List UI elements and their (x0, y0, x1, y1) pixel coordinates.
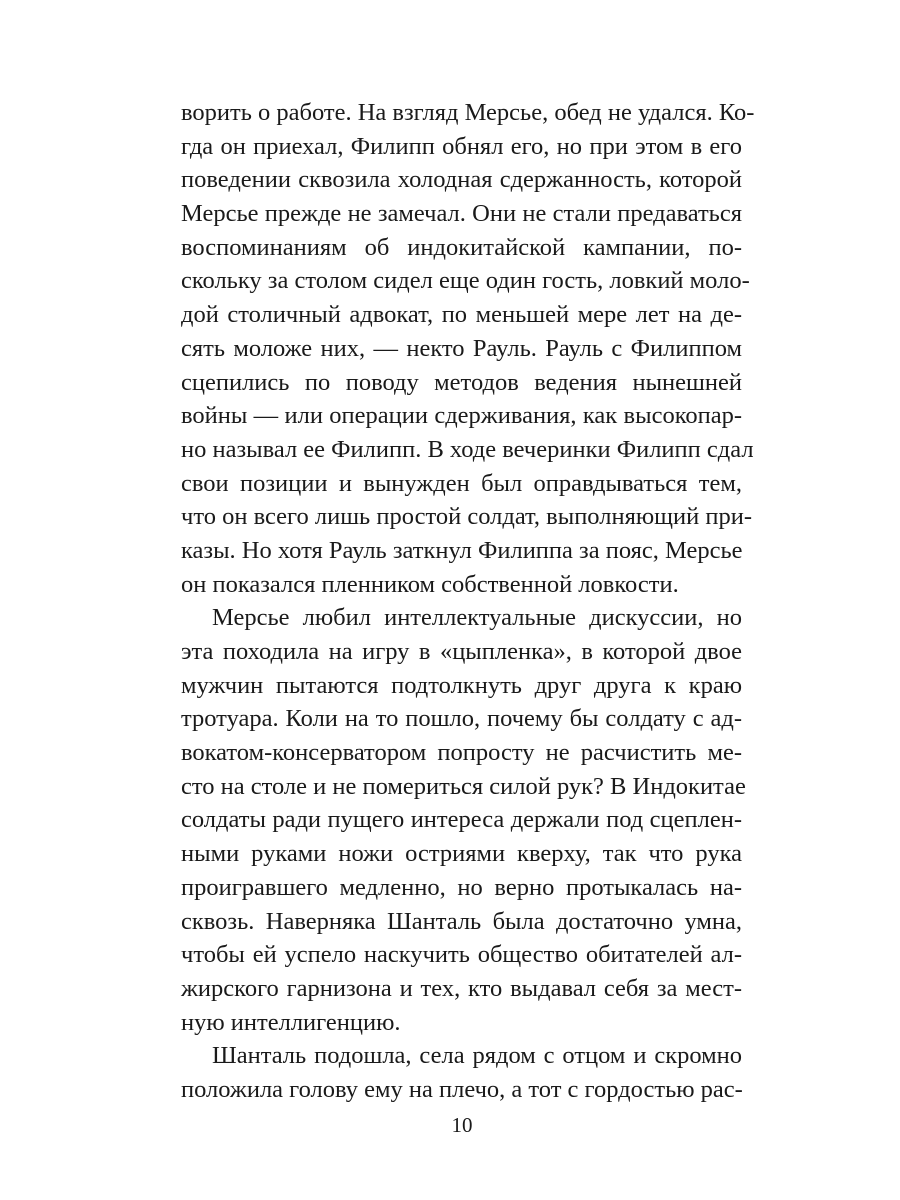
text-line: ными руками ножи остриями кверху, так что рука (181, 840, 742, 868)
text-line: солдаты ради пущего интереса держали под сцеплен- (181, 806, 742, 834)
text-line: положила голову ему на плечо, а тот с гордостью рас- (181, 1075, 743, 1103)
text-line: вокатом-консерватором попросту не расчистить ме- (181, 739, 742, 767)
text-line: Мерсье прежде не замечал. Они не стали предаваться (181, 200, 742, 228)
text-line: свои позиции и вынужден был оправдываться тем, (181, 469, 742, 497)
book-page-text (181, 96, 755, 1107)
text-line: ную интеллигенцию. (181, 1008, 401, 1036)
text-line: он показался пленником собственной ловкости. (181, 570, 679, 598)
text-line: сто на столе и не помериться силой рук? В Индокитае (181, 772, 746, 800)
text-line: поведении сквозила холодная сдержанность, которой (181, 166, 742, 194)
paragraph (181, 601, 746, 1039)
text-line: воспоминаниям об индокитайской кампании, по- (181, 233, 742, 261)
text-line: Мерсье любил интеллектуальные дискуссии, но (212, 604, 742, 632)
text-line: войны — или операции сдерживания, как высокопар- (181, 402, 742, 430)
text-line: проигравшего медленно, но верно протыкалась на- (181, 873, 742, 901)
text-line: сквозь. Наверняка Шанталь была достаточно умна, (181, 907, 742, 935)
text-line: гда он приехал, Филипп обнял его, но при этом в его (181, 132, 742, 160)
text-line: мужчин пытаются подтолкнуть друг друга к краю (181, 671, 742, 699)
text-line: Шанталь подошла, села рядом с отцом и скромно (212, 1042, 742, 1070)
paragraph (181, 96, 755, 601)
text-line: дой столичный адвокат, по меньшей мере лет на де- (181, 301, 742, 329)
text-line: скольку за столом сидел еще один гость, ловкий моло- (181, 267, 750, 295)
text-line: тротуара. Коли на то пошло, почему бы солдату с ад- (181, 705, 742, 733)
text-line: казы. Но хотя Рауль заткнул Филиппа за пояс, Мерсье (181, 536, 743, 564)
text-line: жирского гарнизона и тех, кто выдавал себя за мест- (181, 974, 742, 1002)
text-line: сцепились по поводу методов ведения нынешней (181, 368, 742, 396)
text-line: эта походила на игру в «цыпленка», в которой двое (181, 638, 742, 665)
text-line: ворить о работе. На взгляд Мерсье, обед не удался. Ко- (181, 99, 755, 126)
page-number: 10 (451, 1113, 473, 1137)
text-line: сять моложе них, — некто Рауль. Рауль с Филиппом (181, 334, 742, 362)
text-line: но называл ее Филипп. В ходе вечеринки Филипп сдал (181, 435, 754, 463)
text-line: что он всего лишь простой солдат, выполняющий при- (181, 503, 752, 531)
paragraph (181, 1039, 742, 1106)
text-line: чтобы ей успело наскучить общество обитателей ал- (181, 941, 742, 969)
